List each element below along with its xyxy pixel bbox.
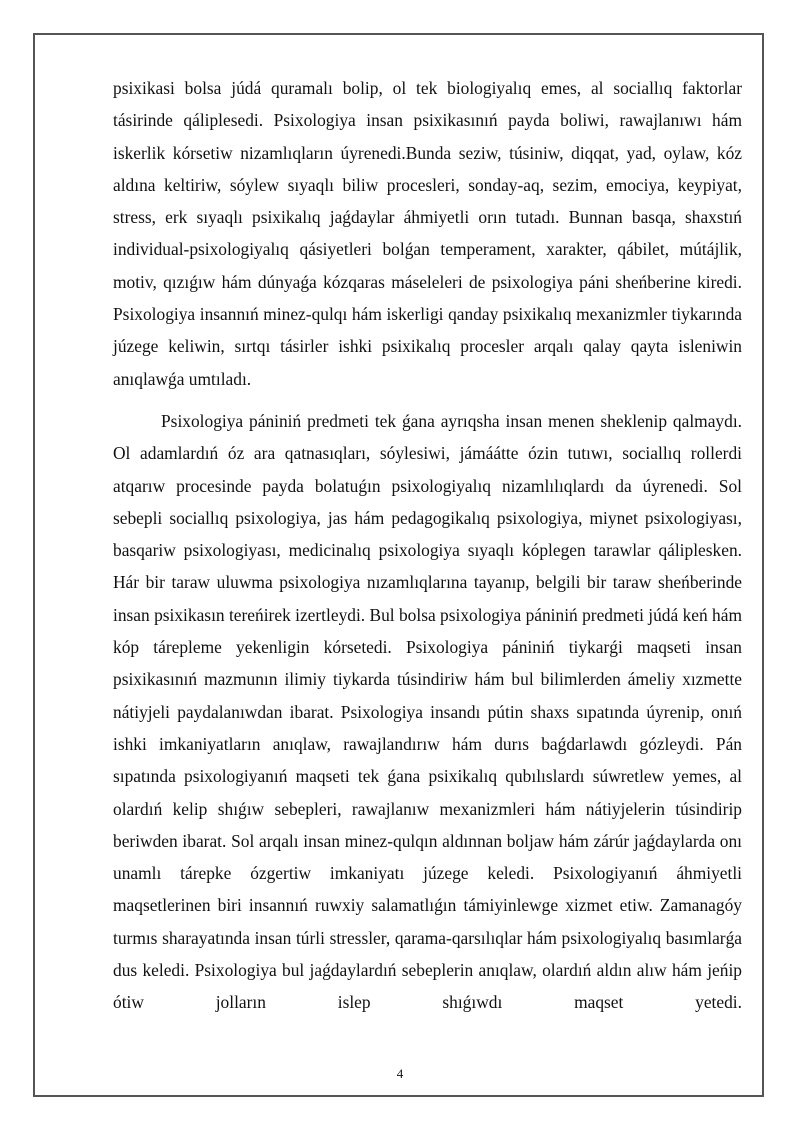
document-body bbox=[113, 72, 742, 1019]
paragraph-2: Psixologiya pániniń predmeti tek ǵana ayrıqsha insan menen sheklenip qalmaydı. Ol adamlardıń óz ara qatnasıqları, sóylesiwi, jámáátte ózin tutıwı, sociallıq rollerdi atqarıw procesinde payda bolatuǵın psixologiyalıq nizamlılıqlardı da úyrenedi. Sol sebepli sociallıq psixologiya, jas hám pedagogikalıq psixologiya, miynet psixologiyası, basqariw psixologiyası, medicinalıq psixologiya sıyaqlı kóplegen tarawlar qáliplesken. Hár bir taraw uluwma psixologiya nızamlıqlarına tayanıp, belgili bir taraw sheńberinde insan psixikasın tereńirek izertleydi. Bul bolsa psixologiya pániniń predmeti júdá keń hám kóp tárepleme yekenligin kórsetedi. Psixologiya pániniń tiykarǵi maqseti insan psixikasınıń mazmunın ilimiy tiykarda túsindiriw hám bul bilimlerden ámeliy xızmette nátiyjeli paydalanıwdan ibarat. Psixologiya insandı pútin shaxs sıpatında úyrenip, onıń ishki imkaniyatların anıqlaw, rawajlandırıw hám durıs baǵdarlawdı gózleydi. Pán sıpatında psixologiyanıń maqseti tek ǵana psixikalıq qubılıslardı súwretlew yemes, al olardıń kelip shıǵıw sebepleri, rawajlanıw mexanizmleri hám nátiyjelerin túsindirip beriwden ibarat. Sol arqalı insan minez-qulqın aldınnan boljaw hám zárúr jaǵdaylarda onı unamlı tárepke ózgertiw imkaniyatı júzege keledi. Psixologiyanıń áhmiyetli maqsetlerinen biri insannıń ruwxiy salamatlıǵın támiyinlewge xizmet etiw. Zamanagóy turmıs sharayatında insan túrli stressler, qarama-qarsılıqlar hám psixologiyalıq basımlarǵa dus keledi. Psixologiya bul jaǵdaylardıń sebeplerin anıqlaw, olardıń aldın alıw hám jeńip ótiw jolların islep shıǵıwdı maqset yetedi. bbox=[113, 410, 742, 1013]
page-number: 4 bbox=[396, 1066, 404, 1081]
paragraph-1: psixikasi bolsa júdá quramalı bolip, ol tek biologiyalıq emes, al sociallıq faktorlar tásirinde qáliplesedi. Psixologiya insan psixikasınıń payda boliwi, rawajlanıwı hám iskerlik kórsetiw nizamlıqların úyrenedi.Bunda seziw, túsiniw, diqqat, yad, oylaw, kóz aldına keltiriw, sóylew sıyaqlı biliw procesleri, sonday-aq, sezim, emociya, keypiyat, stress, erk sıyaqlı psixikalıq jaǵdaylar áhmiyetli orın tutadı. Bunnan basqa, shaxstıń individual-psixologiyalıq qásiyetleri bolǵan temperament, xarakter, qábilet, mútájlik, motiv, qızıǵıw hám dúnyaǵa kózqaras máseleleri de psixologiya páni sheńberine kiredi. Psixologiya insannıń minez-qulqı hám iskerligi qanday psixikalıq mexanizmler tiykarında júzege keliwin, sırtqı tásirler ishki psixikalıq procesler arqalı qalay qayta isleniwin anıqlawǵa umtıladı. bbox=[113, 78, 742, 389]
